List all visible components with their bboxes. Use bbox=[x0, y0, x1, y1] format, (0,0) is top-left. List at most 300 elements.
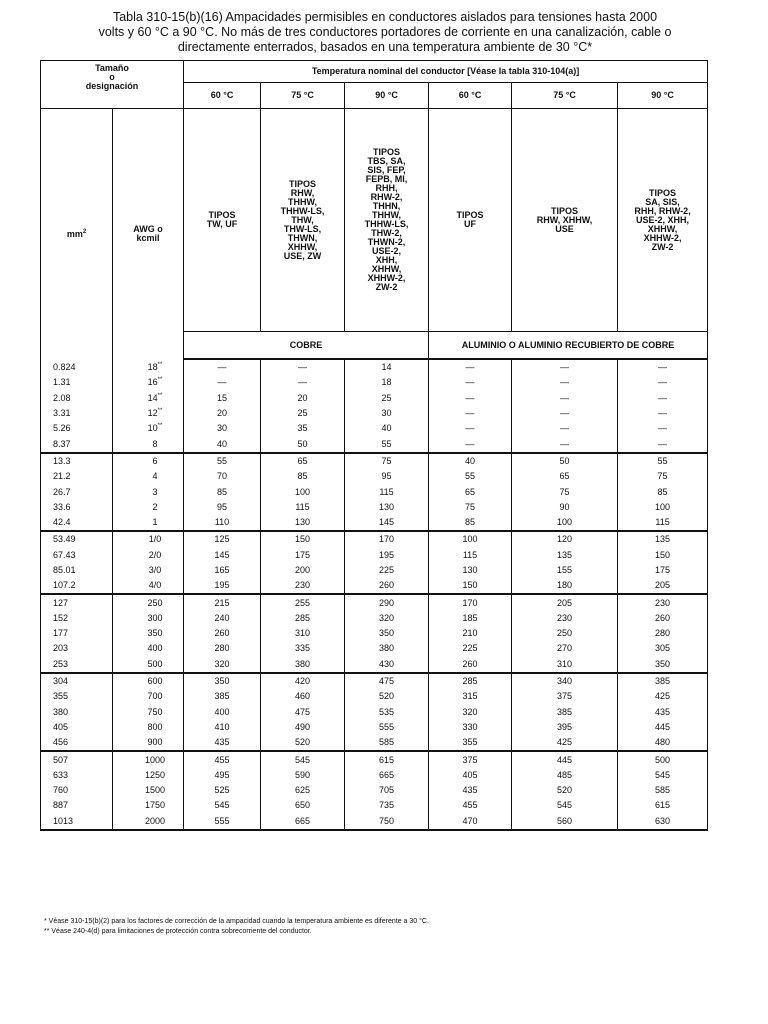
ampacity-cell: 35 bbox=[261, 421, 345, 436]
ampacity-cell: 480 bbox=[618, 735, 708, 751]
ampacity-cell: — bbox=[429, 391, 512, 406]
table-row bbox=[41, 359, 708, 375]
footnotes bbox=[44, 917, 724, 937]
ampacity-cell: 445 bbox=[618, 720, 708, 735]
table-row bbox=[41, 626, 708, 641]
ampacity-cell: 25 bbox=[345, 391, 429, 406]
awg-value: 2000 bbox=[144, 815, 166, 826]
temperature-header: 75 °C bbox=[261, 82, 345, 108]
ampacity-cell: — bbox=[261, 375, 345, 390]
ampacity-cell: 520 bbox=[261, 735, 345, 751]
awg-cell bbox=[113, 548, 184, 563]
mm2-cell: 85.01 bbox=[41, 563, 113, 578]
awg-cell bbox=[113, 359, 184, 375]
ampacity-cell: 590 bbox=[261, 768, 345, 783]
temperature-group-header: Temperatura nominal del conductor [Véase la tabla 310-104(a)] bbox=[184, 61, 708, 83]
table-row bbox=[41, 548, 708, 563]
ampacity-cell: 280 bbox=[184, 641, 261, 656]
ampacity-cell: 615 bbox=[345, 751, 429, 767]
awg-cell bbox=[113, 531, 184, 547]
awg-cell bbox=[113, 421, 184, 436]
mm2-cell: 304 bbox=[41, 673, 113, 689]
ampacity-cell: 560 bbox=[512, 814, 618, 830]
mm2-cell: 2.08 bbox=[41, 391, 113, 406]
awg-cell bbox=[113, 578, 184, 594]
footnote-marker: ** bbox=[157, 361, 163, 368]
ampacity-cell: 135 bbox=[512, 548, 618, 563]
ampacity-cell: 175 bbox=[261, 548, 345, 563]
awg-cell bbox=[113, 641, 184, 656]
ampacity-cell: 210 bbox=[429, 626, 512, 641]
ampacity-cell: — bbox=[261, 359, 345, 375]
footnote-1: * Véase 310-15(b)(2) para los factores de corrección de la ampacidad cuando la temperatura ambiente es diferente a 30 °C. bbox=[44, 918, 429, 925]
awg-value: 12 bbox=[147, 408, 158, 419]
ampacity-cell: 125 bbox=[184, 531, 261, 547]
ampacity-cell: 420 bbox=[261, 673, 345, 689]
table-row bbox=[41, 657, 708, 673]
temperature-header: 60 °C bbox=[184, 82, 261, 108]
awg-value: 600 bbox=[147, 676, 163, 687]
awg-cell bbox=[113, 469, 184, 484]
ampacity-cell: 285 bbox=[261, 611, 345, 626]
awg-value: 4/0 bbox=[148, 580, 162, 591]
mm2-cell: 42.4 bbox=[41, 515, 113, 531]
table-row bbox=[41, 469, 708, 484]
ampacity-cell: 90 bbox=[512, 500, 618, 515]
temperature-header: 75 °C bbox=[512, 82, 618, 108]
awg-value: 350 bbox=[147, 628, 163, 639]
table-row bbox=[41, 641, 708, 656]
ampacity-cell: — bbox=[512, 421, 618, 436]
table-row bbox=[41, 689, 708, 704]
mm2-cell: 456 bbox=[41, 735, 113, 751]
ampacity-cell: 170 bbox=[429, 594, 512, 610]
table-row bbox=[41, 453, 708, 469]
ampacity-cell: 85 bbox=[261, 469, 345, 484]
header-row-top bbox=[41, 61, 708, 83]
ampacity-cell: 100 bbox=[429, 531, 512, 547]
mm2-cell: 177 bbox=[41, 626, 113, 641]
ampacity-cell: 335 bbox=[261, 641, 345, 656]
table-row bbox=[41, 421, 708, 436]
mm2-cell: 13.3 bbox=[41, 453, 113, 469]
ampacity-cell: 30 bbox=[184, 421, 261, 436]
ampacity-cell: 340 bbox=[512, 673, 618, 689]
mm2-cell: 127 bbox=[41, 594, 113, 610]
ampacity-cell: 290 bbox=[345, 594, 429, 610]
title-line-1: Tabla 310-15(b)(16) Ampacidades permisibles en conductores aislados para tensiones hasta 2000 bbox=[112, 10, 658, 24]
mm2-cell: 507 bbox=[41, 751, 113, 767]
ampacity-cell: 165 bbox=[184, 563, 261, 578]
mm2-superscript: 2 bbox=[82, 228, 87, 235]
ampacity-cell: 75 bbox=[618, 469, 708, 484]
table-row bbox=[41, 375, 708, 390]
ampacity-cell: 40 bbox=[429, 453, 512, 469]
table-row bbox=[41, 500, 708, 515]
ampacity-cell: 115 bbox=[261, 500, 345, 515]
ampacity-cell: 320 bbox=[429, 705, 512, 720]
conductor-types-cell: TIPOS RHW, XHHW, USE bbox=[512, 109, 618, 332]
conductor-types-cell: TIPOS UF bbox=[429, 109, 512, 332]
ampacity-cell: 495 bbox=[184, 768, 261, 783]
ampacity-cell: 735 bbox=[345, 798, 429, 813]
ampacity-cell: 250 bbox=[512, 626, 618, 641]
table-row bbox=[41, 578, 708, 594]
ampacity-cell: 55 bbox=[184, 453, 261, 469]
ampacity-cell: 545 bbox=[261, 751, 345, 767]
ampacity-table bbox=[40, 60, 708, 831]
awg-cell bbox=[113, 626, 184, 641]
ampacity-cell: 100 bbox=[261, 484, 345, 499]
ampacity-cell: 195 bbox=[345, 548, 429, 563]
ampacity-cell: — bbox=[184, 375, 261, 390]
mm2-cell: 633 bbox=[41, 768, 113, 783]
mm2-cell: 33.6 bbox=[41, 500, 113, 515]
ampacity-cell: — bbox=[512, 436, 618, 452]
ampacity-cell: 520 bbox=[345, 689, 429, 704]
awg-value: 4 bbox=[152, 471, 158, 482]
ampacity-cell: 50 bbox=[512, 453, 618, 469]
ampacity-cell: 445 bbox=[512, 751, 618, 767]
ampacity-cell: 425 bbox=[618, 689, 708, 704]
ampacity-cell: 20 bbox=[184, 406, 261, 421]
ampacity-cell: 14 bbox=[345, 359, 429, 375]
mm2-cell: 8.37 bbox=[41, 436, 113, 452]
ampacity-cell: 100 bbox=[512, 515, 618, 531]
awg-value: 900 bbox=[147, 737, 163, 748]
awg-label-line-2: kcmil bbox=[136, 233, 160, 243]
ampacity-cell: 485 bbox=[512, 768, 618, 783]
ampacity-cell: 460 bbox=[261, 689, 345, 704]
mm2-cell: 887 bbox=[41, 798, 113, 813]
ampacity-cell: 260 bbox=[184, 626, 261, 641]
ampacity-cell: 630 bbox=[618, 814, 708, 830]
awg-value: 8 bbox=[152, 438, 158, 449]
ampacity-cell: 400 bbox=[184, 705, 261, 720]
ampacity-cell: 475 bbox=[261, 705, 345, 720]
ampacity-cell: 455 bbox=[429, 798, 512, 813]
ampacity-cell: 110 bbox=[184, 515, 261, 531]
mm2-cell: 67.43 bbox=[41, 548, 113, 563]
awg-value: 700 bbox=[147, 691, 163, 702]
ampacity-cell: 435 bbox=[184, 735, 261, 751]
awg-value: 800 bbox=[147, 721, 163, 732]
mm2-cell: 405 bbox=[41, 720, 113, 735]
footnote-2: ** Véase 240-4(d) para limitaciones de protección contra sobrecorriente del conductor. bbox=[44, 928, 312, 935]
awg-value: 1/0 bbox=[148, 534, 162, 545]
ampacity-cell: 205 bbox=[512, 594, 618, 610]
awg-cell bbox=[113, 515, 184, 531]
table-row bbox=[41, 798, 708, 813]
table-row bbox=[41, 705, 708, 720]
ampacity-cell: 285 bbox=[429, 673, 512, 689]
ampacity-cell: 120 bbox=[512, 531, 618, 547]
table-row bbox=[41, 673, 708, 689]
table-row bbox=[41, 391, 708, 406]
awg-value: 500 bbox=[147, 658, 163, 669]
mm2-label: mm bbox=[66, 228, 83, 239]
ampacity-cell: 385 bbox=[618, 673, 708, 689]
ampacity-cell: — bbox=[618, 421, 708, 436]
size-label-line-3: designación bbox=[85, 81, 139, 91]
table-row bbox=[41, 563, 708, 578]
ampacity-cell: 75 bbox=[429, 500, 512, 515]
footnote-marker: ** bbox=[157, 392, 163, 399]
awg-value: 2/0 bbox=[148, 549, 162, 560]
ampacity-cell: 95 bbox=[345, 469, 429, 484]
ampacity-cell: — bbox=[429, 359, 512, 375]
ampacity-cell: 270 bbox=[512, 641, 618, 656]
ampacity-cell: 410 bbox=[184, 720, 261, 735]
ampacity-cell: 18 bbox=[345, 375, 429, 390]
awg-value: 300 bbox=[147, 612, 163, 623]
ampacity-cell: 130 bbox=[345, 500, 429, 515]
ampacity-cell: 75 bbox=[345, 453, 429, 469]
conductor-types-row bbox=[41, 109, 708, 332]
ampacity-cell: 395 bbox=[512, 720, 618, 735]
ampacity-cell: 85 bbox=[429, 515, 512, 531]
table-row bbox=[41, 594, 708, 610]
ampacity-cell: 615 bbox=[618, 798, 708, 813]
ampacity-cell: 70 bbox=[184, 469, 261, 484]
awg-cell bbox=[113, 657, 184, 673]
awg-value: 400 bbox=[147, 643, 163, 654]
awg-value: 1750 bbox=[144, 800, 166, 811]
table-row bbox=[41, 768, 708, 783]
ampacity-cell: 180 bbox=[512, 578, 618, 594]
ampacity-cell: — bbox=[618, 406, 708, 421]
temperature-header: 90 °C bbox=[345, 82, 429, 108]
ampacity-cell: 200 bbox=[261, 563, 345, 578]
conductor-types-cell: TIPOS SA, SIS, RHH, RHW-2, USE-2, XHH, XHHW, XHHW-2, ZW-2 bbox=[618, 109, 708, 332]
ampacity-cell: 435 bbox=[618, 705, 708, 720]
ampacity-cell: 500 bbox=[618, 751, 708, 767]
mm2-cell: 1.31 bbox=[41, 375, 113, 390]
ampacity-cell: 65 bbox=[261, 453, 345, 469]
size-header bbox=[41, 61, 184, 109]
ampacity-cell: 585 bbox=[345, 735, 429, 751]
ampacity-cell: — bbox=[429, 375, 512, 390]
awg-cell bbox=[113, 720, 184, 735]
ampacity-cell: 455 bbox=[184, 751, 261, 767]
ampacity-cell: — bbox=[429, 436, 512, 452]
ampacity-cell: 380 bbox=[345, 641, 429, 656]
ampacity-cell: 115 bbox=[618, 515, 708, 531]
ampacity-cell: 230 bbox=[261, 578, 345, 594]
size-label-line-1: Tamaño bbox=[95, 63, 129, 73]
awg-value: 10 bbox=[147, 423, 158, 434]
ampacity-cell: 130 bbox=[429, 563, 512, 578]
ampacity-cell: 40 bbox=[345, 421, 429, 436]
ampacity-cell: 155 bbox=[512, 563, 618, 578]
ampacity-cell: — bbox=[512, 375, 618, 390]
footnote-marker: ** bbox=[157, 408, 163, 415]
aluminum-header: ALUMINIO O ALUMINIO RECUBIERTO DE COBRE bbox=[429, 332, 708, 360]
table-row bbox=[41, 406, 708, 421]
conductor-types-cell: TIPOS TW, UF bbox=[184, 109, 261, 332]
awg-cell bbox=[113, 406, 184, 421]
title-line-3: directamente enterrados, basados en una temperatura ambiente de 30 °C* bbox=[177, 40, 593, 54]
footnote-marker: ** bbox=[157, 377, 163, 384]
ampacity-cell: 15 bbox=[184, 391, 261, 406]
awg-cell bbox=[113, 783, 184, 798]
ampacity-cell: 150 bbox=[618, 548, 708, 563]
ampacity-cell: 650 bbox=[261, 798, 345, 813]
ampacity-cell: — bbox=[512, 359, 618, 375]
mm2-cell: 53.49 bbox=[41, 531, 113, 547]
table-row bbox=[41, 515, 708, 531]
ampacity-cell: 230 bbox=[618, 594, 708, 610]
table-title bbox=[40, 10, 730, 55]
awg-cell bbox=[113, 453, 184, 469]
ampacity-cell: 385 bbox=[184, 689, 261, 704]
ampacity-cell: 350 bbox=[345, 626, 429, 641]
mm2-cell: 760 bbox=[41, 783, 113, 798]
ampacity-cell: 310 bbox=[512, 657, 618, 673]
awg-value: 3/0 bbox=[148, 565, 162, 575]
awg-value: 18 bbox=[147, 361, 158, 372]
ampacity-cell: 425 bbox=[512, 735, 618, 751]
mm2-cell: 203 bbox=[41, 641, 113, 656]
table-row bbox=[41, 783, 708, 798]
ampacity-cell: 260 bbox=[345, 578, 429, 594]
ampacity-cell: 330 bbox=[429, 720, 512, 735]
ampacity-cell: 475 bbox=[345, 673, 429, 689]
ampacity-cell: 320 bbox=[184, 657, 261, 673]
ampacity-cell: 30 bbox=[345, 406, 429, 421]
awg-cell bbox=[113, 375, 184, 390]
ampacity-cell: 65 bbox=[429, 484, 512, 499]
ampacity-cell: 85 bbox=[618, 484, 708, 499]
table-row bbox=[41, 735, 708, 751]
ampacity-cell: 315 bbox=[429, 689, 512, 704]
ampacity-cell: 405 bbox=[429, 768, 512, 783]
ampacity-cell: — bbox=[618, 436, 708, 452]
ampacity-cell: 175 bbox=[618, 563, 708, 578]
awg-value: 1250 bbox=[144, 769, 166, 780]
temperature-header: 90 °C bbox=[618, 82, 708, 108]
mm2-cell: 253 bbox=[41, 657, 113, 673]
ampacity-cell: 320 bbox=[345, 611, 429, 626]
awg-value: 6 bbox=[152, 455, 158, 466]
mm2-cell: 3.31 bbox=[41, 406, 113, 421]
ampacity-cell: 625 bbox=[261, 783, 345, 798]
awg-cell bbox=[113, 391, 184, 406]
ampacity-cell: 525 bbox=[184, 783, 261, 798]
ampacity-cell: 260 bbox=[429, 657, 512, 673]
awg-cell bbox=[113, 563, 184, 578]
ampacity-cell: 95 bbox=[184, 500, 261, 515]
ampacity-cell: 55 bbox=[345, 436, 429, 452]
mm2-cell: 355 bbox=[41, 689, 113, 704]
ampacity-cell: 490 bbox=[261, 720, 345, 735]
ampacity-cell: 430 bbox=[345, 657, 429, 673]
ampacity-cell: — bbox=[618, 359, 708, 375]
ampacity-cell: 545 bbox=[512, 798, 618, 813]
ampacity-cell: 65 bbox=[512, 469, 618, 484]
ampacity-cell: 750 bbox=[345, 814, 429, 830]
awg-cell bbox=[113, 705, 184, 720]
ampacity-cell: 355 bbox=[429, 735, 512, 751]
awg-cell bbox=[113, 484, 184, 499]
awg-value: 14 bbox=[147, 392, 158, 403]
ampacity-cell: — bbox=[184, 359, 261, 375]
ampacity-cell: 150 bbox=[429, 578, 512, 594]
ampacity-cell: — bbox=[512, 391, 618, 406]
ampacity-cell: 170 bbox=[345, 531, 429, 547]
ampacity-cell: 310 bbox=[261, 626, 345, 641]
conductor-types-cell: TIPOS TBS, SA, SIS, FEP, FEPB, MI, RHH, RHW-2, THHN, THHW, THHW-LS, THW-2, THWN-2, USE-2, XHH, XHHW, XHHW-2, ZW-2 bbox=[345, 109, 429, 332]
ampacity-cell: 520 bbox=[512, 783, 618, 798]
ampacity-cell: 585 bbox=[618, 783, 708, 798]
ampacity-cell: 25 bbox=[261, 406, 345, 421]
awg-value: 2 bbox=[152, 501, 158, 512]
ampacity-cell: 85 bbox=[184, 484, 261, 499]
ampacity-cell: 435 bbox=[429, 783, 512, 798]
footnote-marker: ** bbox=[157, 423, 163, 430]
conductor-types-cell: TIPOS RHW, THHW, THHW-LS, THW, THW-LS, THWN, XHHW, USE, ZW bbox=[261, 109, 345, 332]
ampacity-cell: 350 bbox=[184, 673, 261, 689]
ampacity-cell: 225 bbox=[429, 641, 512, 656]
table-row bbox=[41, 531, 708, 547]
ampacity-cell: 665 bbox=[261, 814, 345, 830]
mm2-cell: 1013 bbox=[41, 814, 113, 830]
mm2-cell: 107.2 bbox=[41, 578, 113, 594]
ampacity-cell: — bbox=[429, 406, 512, 421]
awg-cell bbox=[113, 689, 184, 704]
ampacity-cell: — bbox=[512, 406, 618, 421]
mm2-cell: 380 bbox=[41, 705, 113, 720]
temperature-header: 60 °C bbox=[429, 82, 512, 108]
ampacity-cell: 130 bbox=[261, 515, 345, 531]
mm2-header bbox=[41, 109, 113, 360]
awg-value: 1500 bbox=[144, 785, 166, 796]
awg-cell bbox=[113, 735, 184, 751]
awg-header bbox=[113, 109, 184, 360]
table-row bbox=[41, 611, 708, 626]
table-row bbox=[41, 814, 708, 830]
awg-label-line-1: AWG o bbox=[133, 224, 163, 234]
ampacity-cell: 260 bbox=[618, 611, 708, 626]
ampacity-cell: 470 bbox=[429, 814, 512, 830]
mm2-cell: 26.7 bbox=[41, 484, 113, 499]
awg-cell bbox=[113, 798, 184, 813]
ampacity-cell: — bbox=[618, 375, 708, 390]
awg-value: 3 bbox=[152, 486, 158, 497]
awg-value: 1000 bbox=[144, 754, 166, 765]
ampacity-cell: 385 bbox=[512, 705, 618, 720]
ampacity-cell: — bbox=[429, 421, 512, 436]
ampacity-cell: — bbox=[618, 391, 708, 406]
ampacity-cell: 195 bbox=[184, 578, 261, 594]
ampacity-cell: 705 bbox=[345, 783, 429, 798]
awg-value: 1 bbox=[152, 517, 158, 528]
ampacity-cell: 380 bbox=[261, 657, 345, 673]
ampacity-cell: 50 bbox=[261, 436, 345, 452]
ampacity-cell: 145 bbox=[184, 548, 261, 563]
ampacity-cell: 215 bbox=[184, 594, 261, 610]
ampacity-cell: 230 bbox=[512, 611, 618, 626]
mm2-cell: 152 bbox=[41, 611, 113, 626]
ampacity-cell: 115 bbox=[345, 484, 429, 499]
ampacity-cell: 255 bbox=[261, 594, 345, 610]
awg-cell bbox=[113, 500, 184, 515]
awg-cell bbox=[113, 611, 184, 626]
awg-cell bbox=[113, 594, 184, 610]
ampacity-cell: 240 bbox=[184, 611, 261, 626]
awg-cell bbox=[113, 768, 184, 783]
ampacity-cell: 150 bbox=[261, 531, 345, 547]
